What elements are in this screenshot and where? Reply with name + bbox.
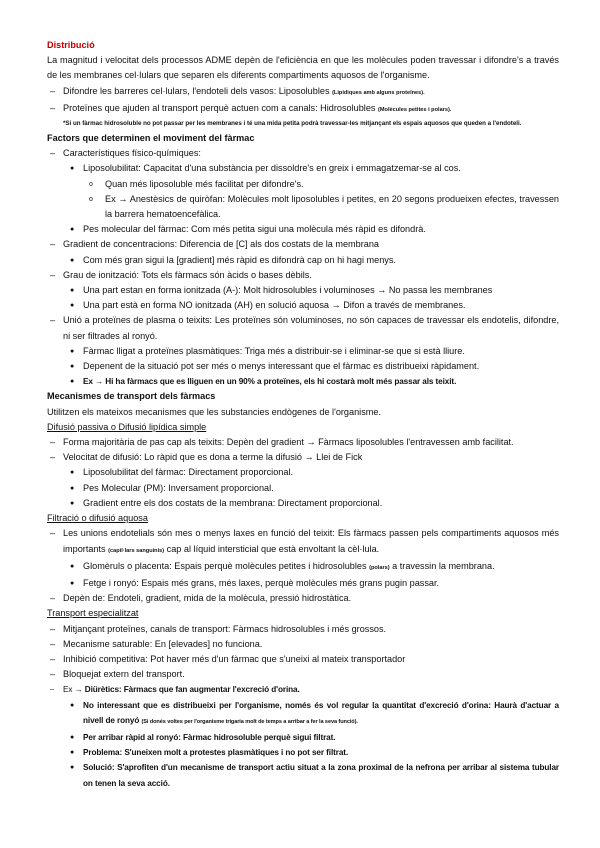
distribucio-note: *Si un fàrmac hidrosoluble no pot passar per les membranes i té una mida petita podrà travessar-les mitjançant els espais aquosos que queden a l'endoteli. <box>63 120 522 128</box>
list-item: – Gradient de concentracions: Diferencia de [C] als dos costats de la membrana <box>47 237 559 252</box>
list-item: ● Com més gran sigui la [gradient] més ràpid es difondrà cap on hi hagi menys. <box>47 253 559 268</box>
list-item: ● Una part està en forma NO ionitzada (AH) en solució aquosa → Difon a través de membranes. <box>47 298 559 313</box>
list-item: – Ex → Diürètics: Fàrmacs que fan augmentar l'excreció d'orina. <box>47 682 559 697</box>
list-item: – Les unions endotelials són mes o menys laxes en funció del teixit: Els fàrmacs passen pels compartiments aquosos més importants (capil·lars sanguinis) cap al líquid intersticial que està envoltant la cèl·lula. <box>50 528 559 554</box>
document-body <box>47 38 559 791</box>
list-item: – Mecanisme saturable: En [elevades] no funciona. <box>47 637 559 652</box>
dash-marker: – <box>50 315 56 326</box>
dash-marker: – <box>50 148 56 159</box>
bullet-marker: ● <box>70 579 75 587</box>
dash-marker: – <box>50 239 56 250</box>
bullet-marker: ● <box>70 347 75 355</box>
list-item: – Característiques físico-químiques: <box>47 146 559 161</box>
mecanismes-intro: Utilitzen els mateixos mecanismes que les substancies endògenes de l'organisme. <box>47 406 381 417</box>
dash-marker: – <box>50 269 56 280</box>
bullet-marker: ● <box>70 378 75 386</box>
bullet-marker: ● <box>70 733 75 741</box>
bullet-marker: ● <box>70 226 75 234</box>
list-item: ● Glomèruls o placenta: Espais perquè molècules petites i hidrosolubles (polars) a travessin la membrana. <box>47 559 559 576</box>
section-title-mecanismes: Mecanismes de transport dels fàrmacs <box>47 391 216 402</box>
bullet-marker: ● <box>70 499 75 507</box>
list-item: ● Per arribar ràpid al ronyó: Fàrmac hidrosoluble perquè sigui filtrat. <box>47 730 559 745</box>
bullet-marker: ● <box>70 256 75 264</box>
subsection-title-transport-especialitzat: Transport especialitzat <box>47 608 139 619</box>
list-item: – Forma majoritària de pas cap als teixits: Depèn del gradient → Fàrmacs liposolubles l'entravessen amb facilitat. <box>47 435 559 450</box>
section-title-factors: Factors que determinen el moviment del fàrmac <box>47 133 255 144</box>
dash-marker: – <box>50 593 56 604</box>
list-item: – Inhibició competitiva: Pot haver més d'un fàrmac que s'uneixi al mateix transportador <box>47 652 559 667</box>
dash-marker: – <box>50 669 56 680</box>
dash-marker: – <box>50 452 56 463</box>
list-item: – Velocitat de difusió: Lo ràpid que es dona a terme la difusió → Llei de Fick <box>47 450 559 465</box>
list-item: ● Pes molecular del fàrmac: Com més petita sigui una molècula més ràpid es difondrà. <box>47 222 559 237</box>
list-item: ● No interessant que es distribueixi per l'organisme, només és vol regular la quantitat d'excreció d'orina: Haurà d'actuar a nivell de ronyó (Si donés voltes per l'organisme trigaria molt de temps a arribar a fer la seva funció). <box>47 698 559 730</box>
list-item: ● Pes Molecular (PM): Inversament proporcional. <box>47 481 559 496</box>
bullet-marker: ● <box>70 165 75 173</box>
list-item: o Quan més liposoluble més facilitat per difondre's. <box>47 177 559 192</box>
bullet-marker: ● <box>70 469 75 477</box>
dash-marker: – <box>50 102 56 113</box>
list-item: ● Liposolubilitat del fàrmac: Directament proporcional. <box>47 465 559 480</box>
list-item: ● Solució: S'aprofiten d'un mecanisme de transport actiu situat a la zona proximal de la nefrona per arribar al sistema tubular on tenen la seva acció. <box>47 760 559 790</box>
list-item: – Unió a proteïnes de plasma o teixits: Les proteïnes són voluminoses, no són capaces de travessar els endotelis, difondre, ni ser filtrades al ronyó. <box>50 315 559 341</box>
dash-marker: – <box>50 623 56 634</box>
list-item: ● Una part estan en forma ionitzada (A-): Molt hidrosolubles i voluminoses → No passa les membranes <box>47 283 559 298</box>
dash-marker: – <box>50 686 54 694</box>
bullet-marker: ● <box>70 302 75 310</box>
list-item: – Grau de ionització: Tots els fàrmacs són àcids o bases dèbils. <box>47 268 559 283</box>
subsection-title-difusio-passiva: Difusió passiva o Difusió lipídica simple <box>47 421 207 432</box>
list-item: ● Gradient entre els dos costats de la membrana: Directament proporcional. <box>47 496 559 511</box>
list-item: – Difondre les barreres cel·lulars, l'endoteli dels vasos: Liposolubles (Lipídiques amb alguns proteïnes). <box>47 84 559 101</box>
list-item: ● Fàrmac lligat a proteïnes plasmàtiques: Triga més a distribuir-se i eliminar-se que si està lliure. <box>47 344 559 359</box>
dash-marker: – <box>50 85 56 96</box>
list-item: – Depèn de: Endoteli, gradient, mida de la molècula, pressió hidrostàtica. <box>47 591 559 606</box>
circle-marker: o <box>89 195 93 203</box>
dash-marker: – <box>50 437 56 448</box>
list-item: ● Ex → Hi ha fàrmacs que es lliguen en un 90% a proteïnes, els hi costarà molt més passar als teixit. <box>47 374 559 389</box>
bullet-marker: ● <box>70 287 75 295</box>
dash-marker: – <box>50 528 56 539</box>
distribucio-intro: La magnitud i velocitat dels processos ADME depèn de l'eficiència en que les molècules poden travessar i difondre's a través de les membranes cel·lulars que separen els diferents compartiments aquosos de l'organisme. <box>47 55 559 81</box>
bullet-marker: ● <box>70 749 75 757</box>
list-item: o Ex → Anestèsics de quiròfan: Molècules molt liposolubles i petites, en 20 segons produeixen efectes, travessen la barrera hematoencefàlica. <box>89 193 559 220</box>
bullet-marker: ● <box>70 701 75 709</box>
list-item: – Bloquejat extern del transport. <box>47 667 559 682</box>
dash-marker: – <box>50 638 56 649</box>
list-item: ● Depenent de la situació pot ser més o menys interessant que el fàrmac es distribueixi ràpidament. <box>47 359 559 374</box>
list-item: ● Problema: S'uneixen molt a protestes plasmàtiques i no pot ser filtrat. <box>47 745 559 760</box>
subsection-title-filtracio: Filtració o difusió aquosa <box>47 513 148 524</box>
bullet-marker: ● <box>70 562 75 570</box>
bullet-marker: ● <box>70 484 75 492</box>
bullet-marker: ● <box>70 764 75 772</box>
circle-marker: o <box>89 180 93 188</box>
list-item: ● Liposolubilitat: Capacitat d'una substància per dissoldre's en greix i emmagatzemar-se al cos. <box>47 161 559 176</box>
bullet-marker: ● <box>70 363 75 371</box>
list-item: ● Fetge i ronyó: Espais més grans, més laxes, perquè molècules més grans pugin passar. <box>47 576 559 591</box>
list-item: – Proteïnes que ajuden al transport perquè actuen com a canals: Hidrosolubles (Molècules petites i polars). <box>47 101 559 118</box>
list-item: – Mitjançant proteïnes, canals de transport: Fàrmacs hidrosolubles i més grossos. <box>47 622 559 637</box>
section-title-distribucio: Distribució <box>47 40 95 50</box>
dash-marker: – <box>50 653 56 664</box>
